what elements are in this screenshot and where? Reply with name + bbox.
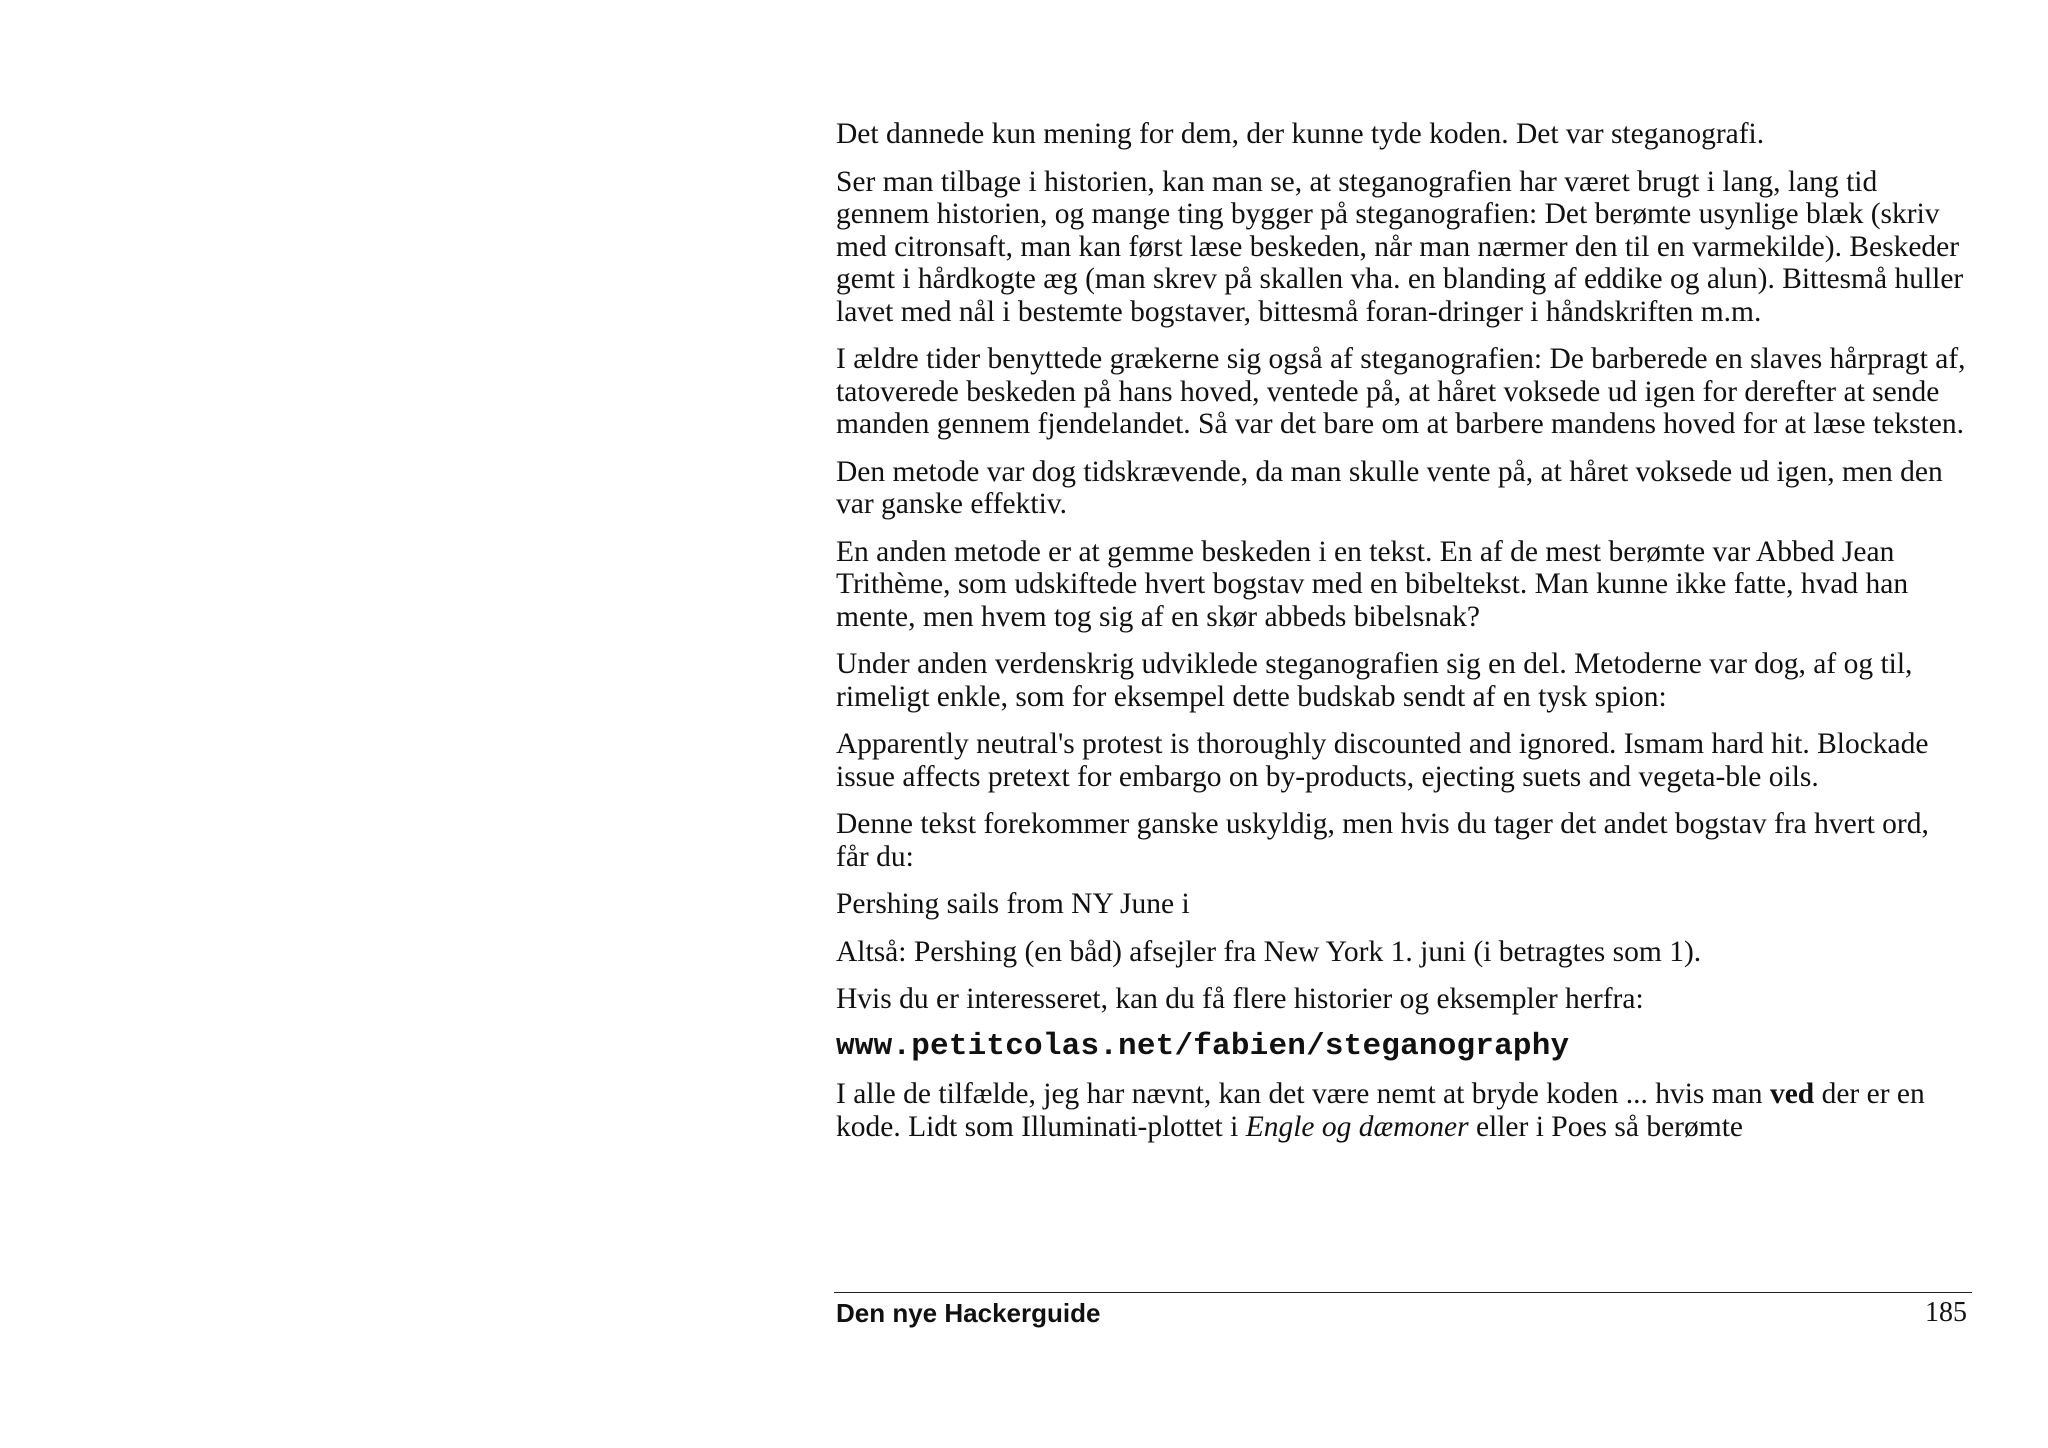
paragraph-4: Den metode var dog tidskrævende, da man skulle vente på, at håret voksede ud igen, men den var ganske effektiv. bbox=[836, 455, 1943, 520]
paragraph-1: Det dannede kun mening for dem, der kunne tyde koden. Det var steganografi. bbox=[836, 118, 1765, 150]
footer-book-title: Den nye Hackerguide bbox=[836, 1298, 1101, 1328]
paragraph-2: Ser man tilbage i historien, kan man se, at steganografien har været brugt i lang, lang tid gennem historien, og mange ting bygger på steganografien: Det berømte usynlige blæk (skriv med citronsaft, man kan først læse beskeden, når man nærmer den til en varmekilde). Beskeder gemt i hårdkogte æg (man skrev på skallen vha. en blanding af eddike og alun). Bittesmå huller lavet med nål i bestemte bogstaver, bittesmå foran-dringer i håndskriften m.m. bbox=[836, 165, 1964, 328]
paragraph-3: I ældre tider benyttede grækerne sig også af steganografien: De barberede en slaves hårpragt af, tatoverede beskeden på hans hoved, ventede på, at håret voksede ud igen for derefter at sende manden gennem fjendelandet. Så var det bare om at barbere mandens hoved for at læse teksten. bbox=[836, 343, 1966, 440]
book-title-italic: Engle og dæmoner bbox=[1245, 1110, 1469, 1143]
page-number: 185 bbox=[1925, 1297, 1967, 1328]
example-message: Apparently neutral's protest is thoroughly discounted and ignored. Ismam hard hit. Blockade issue affects pretext for embargo on by-products, ejecting suets and vegeta-ble oils. bbox=[836, 728, 1929, 793]
footer-divider bbox=[834, 1292, 1972, 1293]
emphasis-ved: ved bbox=[1769, 1078, 1815, 1110]
paragraph-12-text-c: eller i Poes så berømte bbox=[1468, 1110, 1743, 1143]
paragraph-10: Altså: Pershing (en båd) afsejler fra New York 1. juni (i betragtes som 1). bbox=[836, 935, 1702, 968]
paragraph-12 bbox=[836, 1078, 1966, 1143]
paragraph-12-text-b: der er en kode. Lidt som Illuminati-plottet i bbox=[836, 1078, 1925, 1143]
decoded-message: Pershing sails from NY June i bbox=[836, 888, 1190, 920]
paragraph-12-text-a: I alle de tilfælde, jeg har nævnt, kan det være nemt at bryde koden ... hvis man bbox=[836, 1078, 1770, 1110]
paragraph-6: Under anden verdenskrig udviklede steganografien sig en del. Metoderne var dog, af og til, rimeligt enkle, som for eksempel dette budskab sendt af en tysk spion: bbox=[836, 648, 1913, 713]
paragraph-5: En anden metode er at gemme beskeden i en tekst. En af de mest berømte var Abbed Jean Trithème, som udskiftede hvert bogstav med en bibeltekst. Man kunne ikke fatte, hvad han mente, men hvem tog sig af en skør abbeds bibelsnak? bbox=[836, 535, 1909, 633]
reference-url: www.petitcolas.net/fabien/steganography bbox=[836, 1028, 1570, 1064]
paragraph-11: Hvis du er interesseret, kan du få flere historier og eksempler herfra: bbox=[836, 983, 1644, 1015]
paragraph-8: Denne tekst forekommer ganske uskyldig, men hvis du tager det andet bogstav fra hvert ord, får du: bbox=[836, 808, 1929, 873]
body-text bbox=[836, 118, 1966, 1158]
